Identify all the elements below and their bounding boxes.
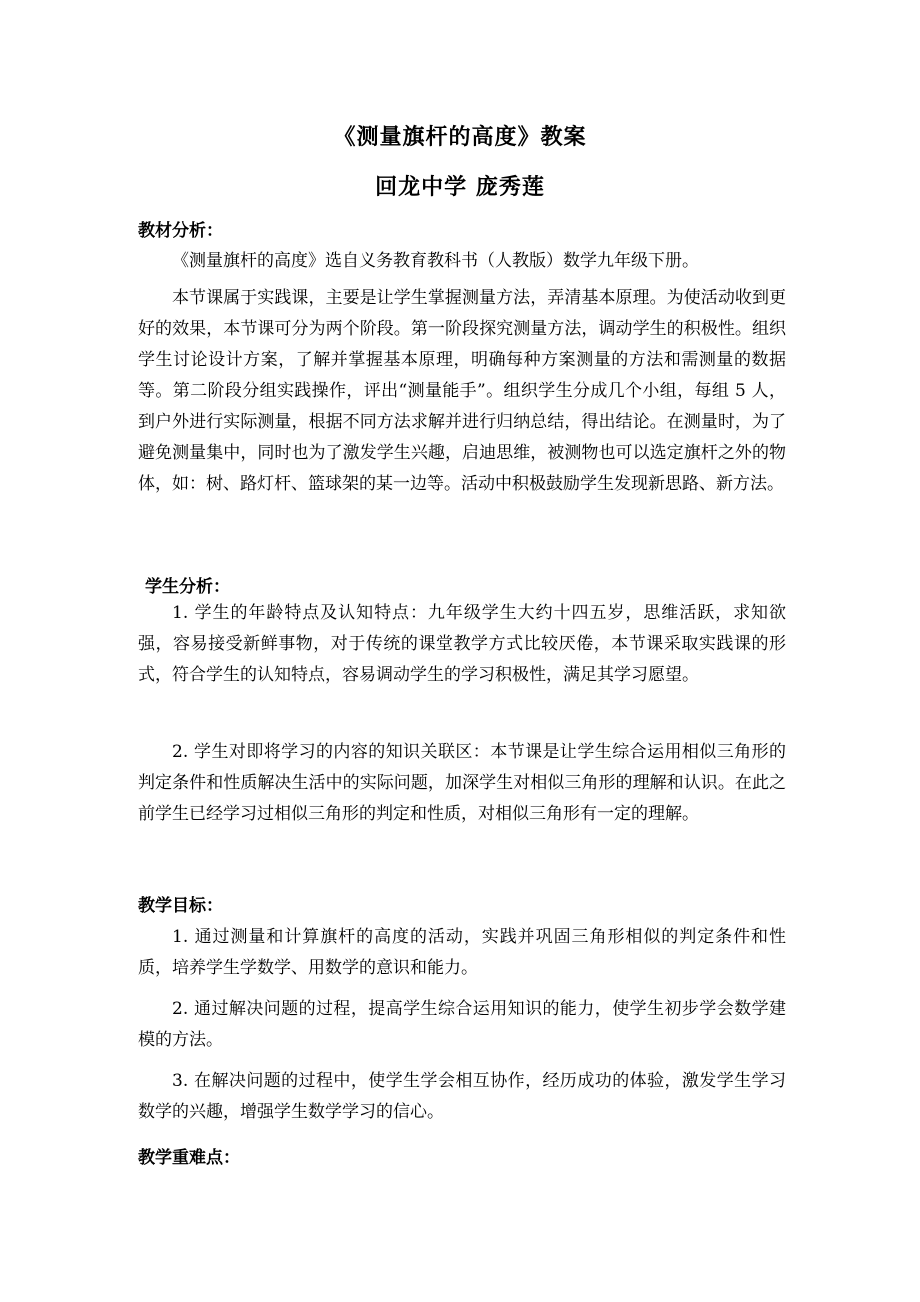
paragraph: 《测量旗杆的高度》选自义务教育教科书（人教版）数学九年级下册。 bbox=[172, 251, 699, 271]
document-author: 回龙中学 庞秀莲 bbox=[375, 175, 545, 200]
paragraph: 2. 通过解决问题的过程，提高学生综合运用知识的能力，使学生初步学会数学建模的方法。 bbox=[138, 999, 786, 1050]
paragraph: 1. 通过测量和计算旗杆的高度的活动，实践并巩固三角形相似的判定条件和性质，培养学生学数学、用数学的意识和能力。 bbox=[138, 927, 786, 978]
section-heading-textbook-analysis: 教材分析： bbox=[138, 221, 223, 241]
section-heading-teaching-goals: 教学目标： bbox=[138, 896, 223, 916]
document-title: 《测量旗杆的高度》教案 bbox=[333, 125, 587, 150]
section-heading-student-analysis: 学生分析： bbox=[145, 577, 230, 597]
paragraph: 1. 学生的年龄特点及认知特点：九年级学生大约十四五岁，思维活跃，求知欲强，容易接受新鲜事物，对于传统的课堂教学方式比较厌倦，本节课采取实践课的形式，符合学生的认知特点，容易调动学生的学习积极性，满足其学习愿望。 bbox=[138, 603, 786, 685]
paragraph: 2. 学生对即将学习的内容的知识关联区：本节课是让学生综合运用相似三角形的判定条件和性质解决生活中的实际问题，加深学生对相似三角形的理解和认识。在此之前学生已经学习过相似三角形的判定和性质，对相似三角形有一定的理解。 bbox=[138, 742, 786, 824]
section-heading-key-points: 教学重难点： bbox=[138, 1148, 240, 1168]
paragraph: 本节课属于实践课，主要是让学生掌握测量方法，弄清基本原理。为使活动收到更好的效果，本节课可分为两个阶段。第一阶段探究测量方法，调动学生的积极性。组织学生讨论设计方案，了解并掌握基本原理，明确每种方案测量的方法和需测量的数据等。第二阶段分组实践操作，评出“测量能手”。组织学生分成几个小组，每组 5 人，到户外进行实际测量，根据不同方法求解并进行归纳总结，得出结论。在测量时，为了避免测量集中，同时也为了激发学生兴趣，启迪思维，被测物也可以选定旗杆之外的物体，如：树、路灯杆、篮球架的某一边等。活动中积极鼓励学生发现新思路、新方法。 bbox=[138, 288, 786, 494]
paragraph: 3. 在解决问题的过程中，使学生学会相互协作，经历成功的体验，激发学生学习数学的兴趣，增强学生数学学习的信心。 bbox=[138, 1071, 786, 1122]
